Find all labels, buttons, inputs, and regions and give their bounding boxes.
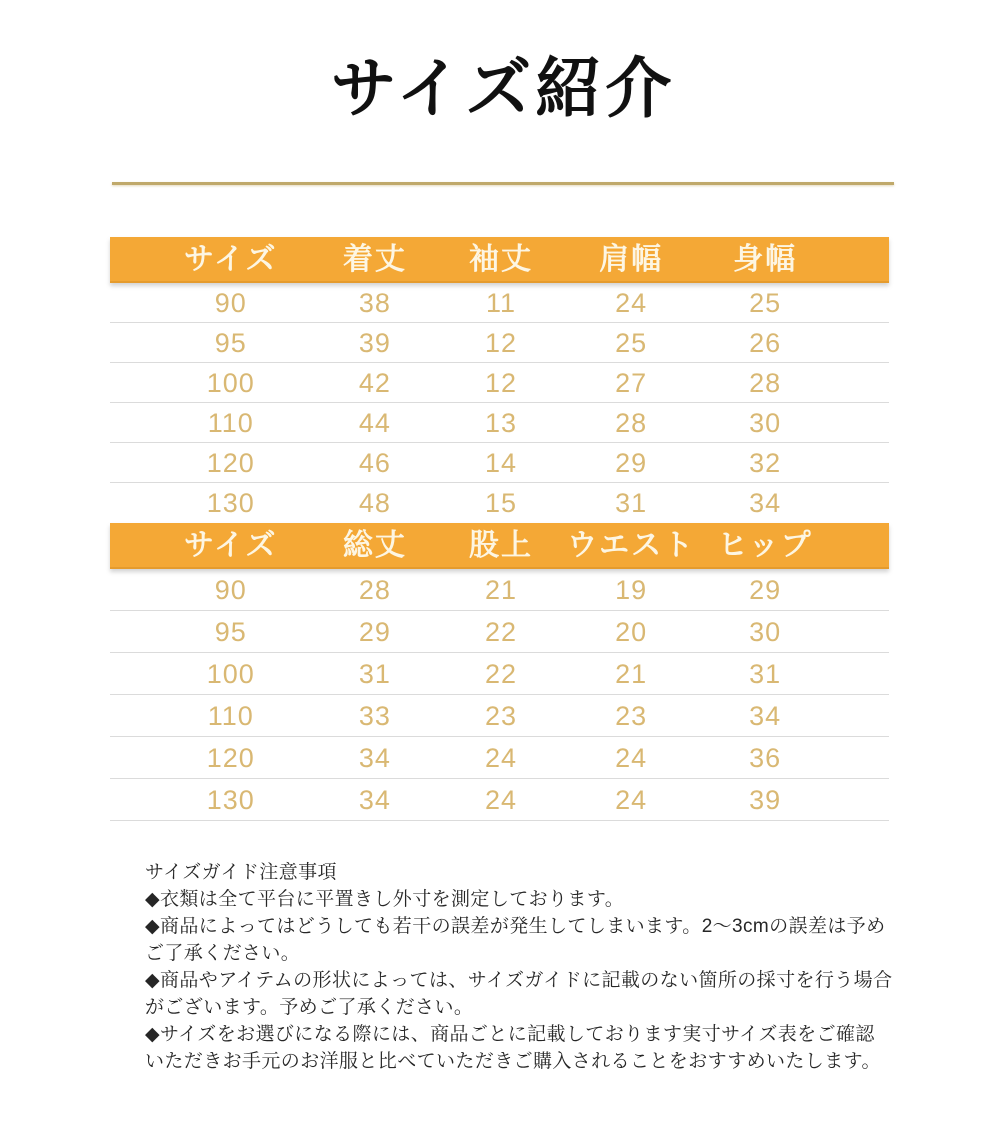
table-cell: 95 [214,616,247,647]
size-table-bottoms [110,523,889,821]
table-row [110,323,889,363]
table-row [110,611,889,653]
table-cell: 120 [206,447,255,478]
table-cell: 120 [206,742,255,773]
table-cell: 100 [206,367,255,398]
table-cell: 29 [358,616,391,647]
table-cell: 38 [358,287,391,318]
table-cell: 34 [358,742,391,773]
table-cell: 21 [615,658,648,689]
table-cell: 19 [615,574,648,605]
table-cell: 29 [615,447,648,478]
table-cell: 26 [749,327,782,358]
table-cell: 39 [358,327,391,358]
table-cell: 12 [485,367,518,398]
table-cell: 34 [749,487,782,518]
column-header: サイズ [183,528,278,562]
note-item: ◆衣類は全て平台に平置きし外寸を測定しております。 [145,888,625,910]
table-row [110,569,889,611]
table-cell: 31 [358,658,391,689]
column-header: 股上 [469,528,534,562]
table-row [110,443,889,483]
table-cell: 15 [485,487,518,518]
page-title: サイズ紹介 [330,49,676,127]
table-row [110,779,889,821]
note-item: ◆サイズをお選びになる際には、商品ごとに記載しております実寸サイズ表をご確認いただきお手元のお洋服と比べていただきご購入されることをおすすめいたします。 [145,1023,881,1072]
table-row [110,695,889,737]
notes-list [145,886,893,1075]
table-header-row [110,523,889,569]
column-header: 袖丈 [469,242,534,276]
table-cell: 90 [214,574,247,605]
table-cell: 34 [358,784,391,815]
size-table-tops [110,237,889,523]
table-cell: 130 [206,487,255,518]
table-cell: 48 [358,487,391,518]
notes-heading: サイズガイド注意事項 [145,861,337,883]
column-header: 身幅 [733,242,798,276]
table-cell: 90 [214,287,247,318]
table-cell: 24 [615,742,648,773]
table-cell: 110 [207,700,254,731]
table-cell: 36 [749,742,782,773]
table-cell: 24 [485,742,518,773]
table-cell: 30 [749,407,782,438]
column-header: ヒップ [717,528,813,562]
table-cell: 25 [615,327,648,358]
table-cell: 11 [486,287,517,318]
table-cell: 14 [485,447,518,478]
table-cell: 100 [206,658,255,689]
table-row [110,283,889,323]
table-row [110,403,889,443]
table-cell: 20 [615,616,648,647]
table-cell: 27 [615,367,648,398]
table-cell: 28 [615,407,648,438]
column-header: 着丈 [342,242,407,276]
table-row [110,363,889,403]
table-cell: 31 [749,658,782,689]
table-cell: 110 [207,407,254,438]
table-cell: 130 [206,784,255,815]
table-cell: 28 [358,574,391,605]
table-cell: 21 [485,574,518,605]
table-cell: 30 [749,616,782,647]
table-cell: 33 [358,700,391,731]
table-cell: 95 [214,327,247,358]
table-cell: 42 [358,367,391,398]
table-cell: 23 [615,700,648,731]
table-cell: 39 [749,784,782,815]
table-cell: 22 [485,658,518,689]
column-header: サイズ [183,242,278,276]
table-cell: 29 [749,574,782,605]
column-header: ウエスト [567,528,696,562]
table-cell: 44 [358,407,391,438]
note-item: ◆商品によってはどうしても若干の誤差が発生してしまいます。2～3cmの誤差は予めご了承ください。 [145,915,886,964]
size-guide-notes [145,859,893,1075]
table-cell: 24 [615,784,648,815]
table-header-row [110,237,889,283]
table-cell: 28 [749,367,782,398]
table-cell: 12 [485,327,518,358]
table-cell: 13 [485,407,518,438]
table-row [110,483,889,523]
table-cell: 32 [749,447,782,478]
table-cell: 34 [749,700,782,731]
table-cell: 22 [485,616,518,647]
table-cell: 46 [358,447,391,478]
table-cell: 23 [485,700,518,731]
gold-divider-line [112,182,894,185]
note-item: ◆商品やアイテムの形状によっては、サイズガイドに記載のない箇所の採寸を行う場合がございます。予めご了承ください。 [145,969,893,1018]
table-cell: 25 [749,287,782,318]
column-header: 総丈 [342,528,407,562]
column-header: 肩幅 [599,242,664,276]
table-row [110,653,889,695]
table-cell: 24 [485,784,518,815]
table-cell: 31 [615,487,648,518]
table-row [110,737,889,779]
table-cell: 24 [615,287,648,318]
